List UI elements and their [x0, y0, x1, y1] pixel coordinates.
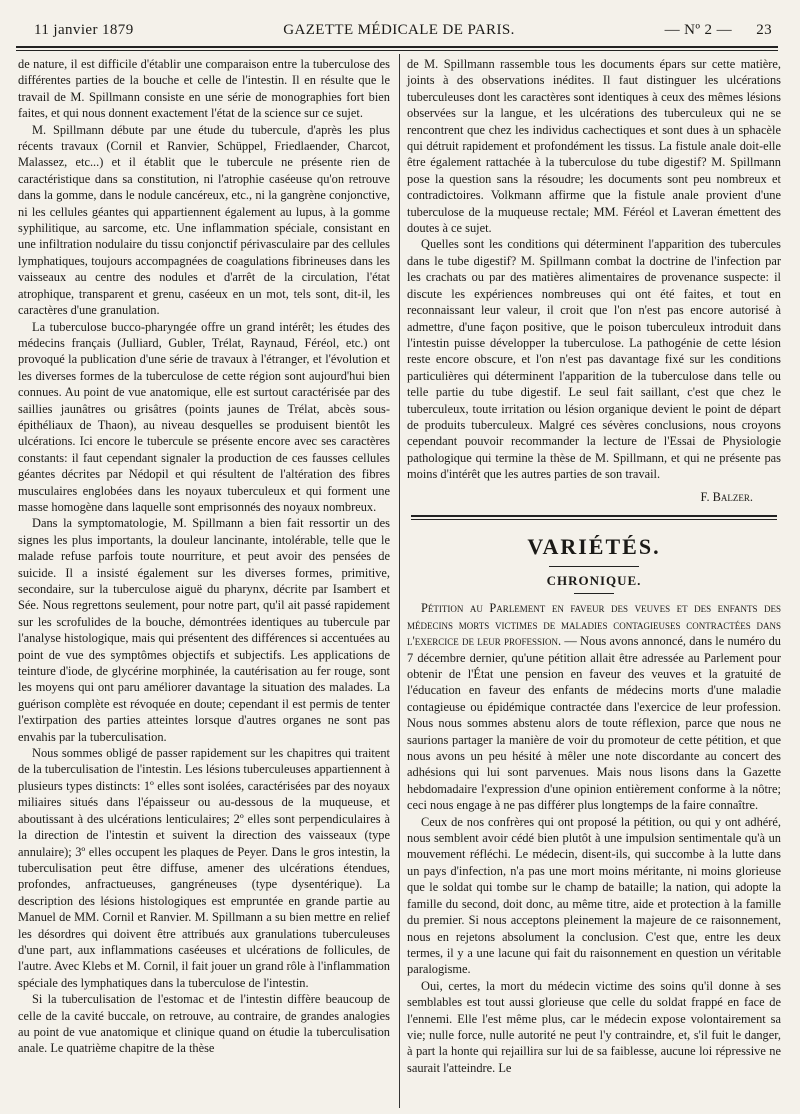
page-header — [22, 20, 776, 44]
paragraph: M. Spillmann débute par une étude du tubercule, d'après les plus récents travaux (Cornil et Ranvier, Schüppel, Friedlaender, Charcot, Malassez, etc...) et il établit que le tubercule ne présente rien de caractéristique dans sa constitution, ni l'atrophie caséeuse qu'on retrouve dans la gomme, dans le nodule cancéreux, etc., ni la gangrène conjonctive, ni les cellules géantes qui appartiennent également au lupus, à la gomme syphilitique, au sarcome, etc. Une inflammation spéciale, consistant en une infiltration nodulaire du tissu conjonctif périvasculaire par des cellules lymphatiques, toujours accompagnées de coagulations fibrineuses dans les vaisseaux au centre des nodules et d'arrêt de la circulation, l'état atrophique, transparent et grenu, caséeux en un mot, tels sont, dit-il, les caractères d'une granulation. — [18, 122, 390, 318]
issue-date: 11 janvier 1879 — [34, 22, 134, 38]
chronique-lead — [407, 600, 781, 813]
header-rule — [16, 46, 778, 48]
paragraph: Dans la symptomatologie, M. Spillmann a bien fait ressortir un des signes les plus importants, la douleur lancinante, intolérable, telle que le malade refuse parfois toute nourriture, et peut avoir des pensées de suicide. Il a insisté également sur les diverses formes, primitive, secondaire, sur la tuberculose aiguë du pharynx, décrite par Isambert et Sée. Nous regrettons seulement, pour notre part, qu'il ait passé rapidement sur les scrofulides de la bouche, démontrées identiques au tubercule par l'analyse histologique, mais qui présentent des différences si accentuées au point de vue des symptômes objectifs et subjectifs. Les applications de teinture d'iode, de glycérine morphinée, la cautérisation au fer rouge, sont les moyens qui ont paru améliorer davantage la situation des malades. La guérison complète est révoquée en doute; cependant il est permis de tenter l'extirpation des parties atteintes lorsque d'autres organes ne sont pas envahis par la tuberculisation. — [18, 516, 390, 744]
paragraph: de M. Spillmann rassemble tous les documents épars sur cette matière, joints à des observations inédites. Il faut distinguer les ulcérations tuberculeuses dont les caractères sont identiques à ceux des mêmes lésions observées sur la langue, et les ulcérations des tuberculeux qui ne se rencontrent que chez les individus cachectiques et sont dues à un sphacèle qui détruit rapidement et profondément les tissus. La fistule anale doit-elle être également rattachée à la tuberculose du tube digestif? M. Spillmann pose la question sans la résoudre; les documents sont peu nombreux et contradictoires. Volkmann affirme que la fistule anale provient d'une tuberculose de la muqueuse rectale; MM. Féréol et Laveran émettent des doutes à ce sujet. — [407, 57, 781, 236]
title-rule — [549, 566, 639, 567]
paragraph: de nature, il est difficile d'établir une comparaison entre la tuberculose des différentes parties de la bouche et celle de l'intestin. Il en résulte que le travail de M. Spillmann consiste en une série de monographies fort bien faites, et qui nous donnent exactement l'état de la science sur ce sujet. — [18, 57, 390, 121]
paragraph: Si la tuberculisation de l'estomac et de l'intestin diffère beaucoup de celle de la cavité buccale, on retrouve, au contraire, de grandes analogies au point de vue anatomique et clinique quand on étudie la tuberculisation anale. Le quatrième chapitre de la thèse — [18, 992, 390, 1056]
section-title: VARIÉTÉS. — [527, 533, 661, 559]
header-rule-thin — [16, 50, 778, 51]
column-divider — [399, 54, 400, 1108]
issue-number: — Nº 2 — — [664, 22, 732, 38]
section-rule — [411, 515, 777, 517]
subsection-title: CHRONIQUE. — [546, 572, 642, 588]
paragraph: Oui, certes, la mort du médecin victime des soins qu'il donne à ses semblables est tout aussi glorieuse que celle du soldat frappé en face de l'ennemi. Elle l'est même plus, car le médecin expose volontairement sa vie; nulle force, nulle autorité ne peut l'y contraindre, et, s'il fuit le danger, à part la honte qui rejaillira sur lui de sa faiblesse, aucune loi répressive ne saurait l'atteindre. Le — [407, 978, 781, 1075]
paragraph: Ceux de nos confrères qui ont proposé la pétition, ou qui y ont adhéré, nous semblent avoir cédé bien plutôt à une impulsion sentimentale qu'à un mouvement réfléchi. Le médecin, disent-ils, qui succombe à la lutte dans un pays d'infection, n'a pas une mort moins méritante, ni moins glorieuse que le soldat qui tombe sur le champ de bataille; la nation, qui adopte la famille du second, doit donc, au même titre, aide et protection à la famille du premier. Si nous acceptons pleinement la majeure de ce raisonnement, nous en rejetons absolument la conclusion. C'est que, entre les deux termes, il y a une lacune qui fait du raisonnement en question un véritable paralogisme. — [407, 814, 781, 977]
paragraph: Nous sommes obligé de passer rapidement sur les chapitres qui traitent de la tuberculisation de l'intestin. Les lésions tuberculeuses appartiennent à plusieurs types distincts: 1º elles sont isolées, caractérisées par des noyaux miliaires situés dans l'épaisseur ou au-dessous de la muqueuse, et aboutissant à des ulcérations lenticulaires; 2º elles sont perpendiculaires à la direction de l'intestin et suivent la direction des vaisseaux (type annulaire); 3º elles occupent les plaques de Peyer. Dans le gros intestin, la tuberculisation peut être diffuse, amener des ulcérations étendues, profondes, anfractueuses, gangréneuses (type dysentérique). La description des lésions histologiques est empruntée en grande partie au Manuel de MM. Cornil et Ranvier. M. Spillmann a su bien mettre en relief les désordres qui doivent être attribués aux granulations tuberculeuses d'une part, aux inflammations caséeuses et ulcérations de follicules, de l'autre. Avec Klebs et M. Cornil, il fait jouer un grand rôle à l'inflammation spéciale des lymphatiques dans la tuberculose de l'intestin. — [18, 746, 390, 990]
section-rule-thin — [411, 519, 777, 520]
chronique-intro: — Nous avons annoncé, dans le numéro du 7 décembre dernier, qu'une pétition allait être adressée au Parlement pour obtenir de l'État une pension en faveur des veuves et la gratuité de l'éducation en faveur des enfants de médecins morts d'une maladie contagieuse ou épidémique contractée dans l'exercice de leur profession. Nous nous sommes abstenu alors de toute réflexion, parce que nous ne saurions partager la manière de voir du promoteur de cette pétition, et que nous avons un peu hésité à mêler une note discordante au concert des adhésions qui lui sont parvenues. Mais nous lisons dans la Gazette hebdomadaire l'expression d'une opinion entièrement conforme à la nôtre; ceci nous engage à ne pas différer plus longtemps de la faire connaître. — [407, 634, 781, 813]
paragraph: Quelles sont les conditions qui déterminent l'apparition des tubercules dans le tube digestif? M. Spillmann combat la doctrine de l'infection par les crachats ou par des matières alimentaires de provenance suspecte: il discute les expériences nombreuses qui ont été faites, et tout en reconnaissant leur valeur, il croit que l'on n'est pas encore autorisé à admettre, d'une façon positive, que le poison tuberculeux introduit dans l'intestin puisse développer la tuberculose. La pathogénie de cette lésion reste encore obscure, et l'on n'est pas davantage fixé sur les conditions particulières qui déterminent l'apparition de la tuberculose dans telle ou telle partie du tube digestif. Le seul fait saillant, c'est que chez le tuberculeux, toute irritation ou lésion organique devient le point de départ de produits tuberculeux. Malgré ces sévères conclusions, nous croyons cependant pouvoir recommander la lecture de l'Essai de Physiologie pathologique qui termine la thèse de M. Spillmann, et qui ne présente pas moins d'intérêt que les autres parties de son travail. — [407, 237, 781, 482]
journal-title: GAZETTE MÉDICALE DE PARIS. — [283, 22, 515, 38]
subtitle-rule — [574, 593, 614, 594]
right-column — [407, 56, 781, 1076]
author-signature: F. Balzer. — [700, 489, 753, 504]
chronique-heading: Pétition au Parlement en faveur des veuves et des enfants des médecins morts victimes de maladies contagieuses contractées dans l'exercice de leur profession. — [407, 601, 781, 649]
page-number: 23 — [756, 22, 772, 38]
left-column — [18, 56, 390, 1057]
paragraph: La tuberculose bucco-pharyngée offre un grand intérêt; les études des médecins français (Julliard, Gubler, Trélat, Raynaud, Féréol, etc.) ont provoqué la publication d'une série de travaux à l'étranger, et l'évolution et les diverses formes de la tuberculose de cette région sont aujourd'hui bien connues. Au point de vue anatomique, elle est surtout caractérisée par des saillies jaunâtres ou grisâtres (points jaunes de Trélat, abcès sous-épithéliaux de Thaon), au niveau desquelles se produisent bientôt les ulcérations. Ici encore le tubercule se présente encore avec ses caractères constants: il faut cependant signaler la production de ces fausses cellules géantes décrites par Nédopil et qui résultent de l'altération des fibres musculaires englobées dans les noyaux tuberculeux et qui forment une masse homogène dans laquelle sont emprisonnés des noyaux nombreux. — [18, 319, 390, 514]
